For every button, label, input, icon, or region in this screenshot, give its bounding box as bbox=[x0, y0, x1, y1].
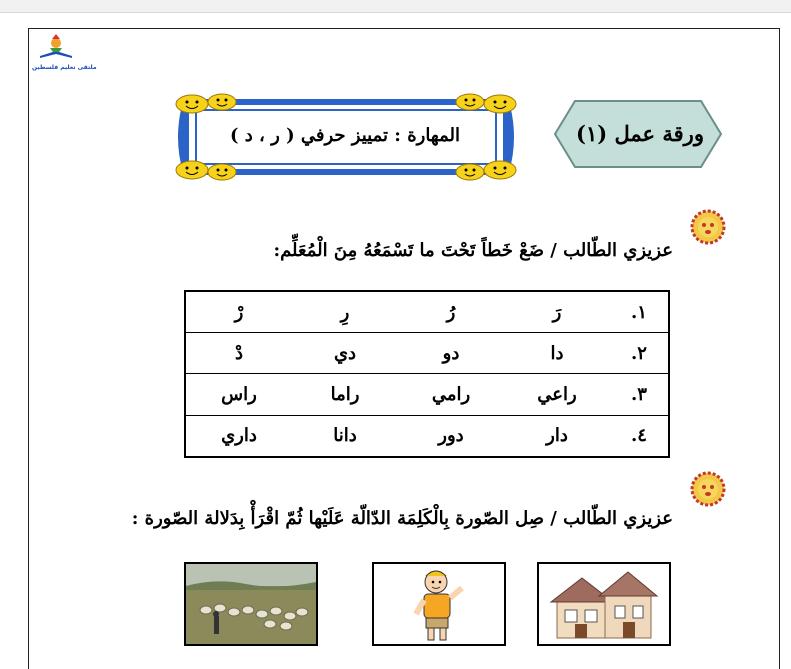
table-cell: دو bbox=[442, 342, 460, 364]
logo-icon bbox=[32, 34, 80, 60]
table-cell: دْ bbox=[234, 342, 243, 364]
table-cell: دور bbox=[438, 425, 464, 447]
flower-face-icon bbox=[688, 470, 728, 508]
table-cell: داري bbox=[221, 425, 257, 447]
table-cell: دانا bbox=[333, 425, 357, 447]
row-number: ١. bbox=[631, 301, 647, 323]
row-number: ٣. bbox=[631, 384, 647, 406]
table-row bbox=[185, 415, 669, 457]
table-cell: راس bbox=[221, 384, 257, 406]
table-cell: رْ bbox=[234, 301, 244, 323]
instruction-listen: عزيزي الطّالب / ضَعْ خَطاً تَحْتَ ما تَسْمَعُهُ مِنَ الْمُعَلِّم: bbox=[273, 240, 673, 261]
picture-shepherd bbox=[184, 562, 318, 646]
skill-banner-text: المهارة : تمييز حرفي ( ر ، د ) bbox=[229, 125, 460, 146]
logo-text: ملتقى تعليم فلسطين bbox=[32, 64, 97, 71]
table-cell: دي bbox=[333, 342, 357, 364]
table-cell: دا bbox=[550, 342, 564, 364]
picture-house bbox=[537, 562, 671, 646]
flower-face-icon bbox=[688, 208, 728, 246]
table-cell: راعي bbox=[537, 384, 577, 406]
top-bar bbox=[0, 0, 791, 13]
table-row bbox=[185, 291, 669, 333]
worksheet-title: ورقة عمل (١) bbox=[576, 121, 704, 146]
house-icon bbox=[539, 564, 669, 644]
site-logo bbox=[32, 34, 97, 71]
row-number: ٤. bbox=[631, 425, 647, 447]
sheep-flock-icon bbox=[186, 564, 316, 644]
boy-icon bbox=[374, 564, 504, 644]
table-row bbox=[185, 374, 669, 415]
row-number: ٢. bbox=[631, 342, 647, 364]
letters-table bbox=[184, 290, 670, 458]
table-cell: رِ bbox=[340, 301, 350, 323]
table-cell: راما bbox=[330, 384, 360, 406]
table-cell: رَ bbox=[552, 301, 562, 323]
table-row bbox=[185, 333, 669, 374]
table-cell: رامي bbox=[431, 384, 471, 406]
picture-boy bbox=[372, 562, 506, 646]
instruction-match: عزيزي الطّالب / صِل الصّورة بِالْكَلِمَة الدّالّة عَلَيْها ثُمّ اقْرَأْ بِدَلالة الصّورة : bbox=[131, 508, 673, 529]
table-cell: دار bbox=[546, 425, 568, 447]
table-cell: رُ bbox=[446, 301, 456, 323]
